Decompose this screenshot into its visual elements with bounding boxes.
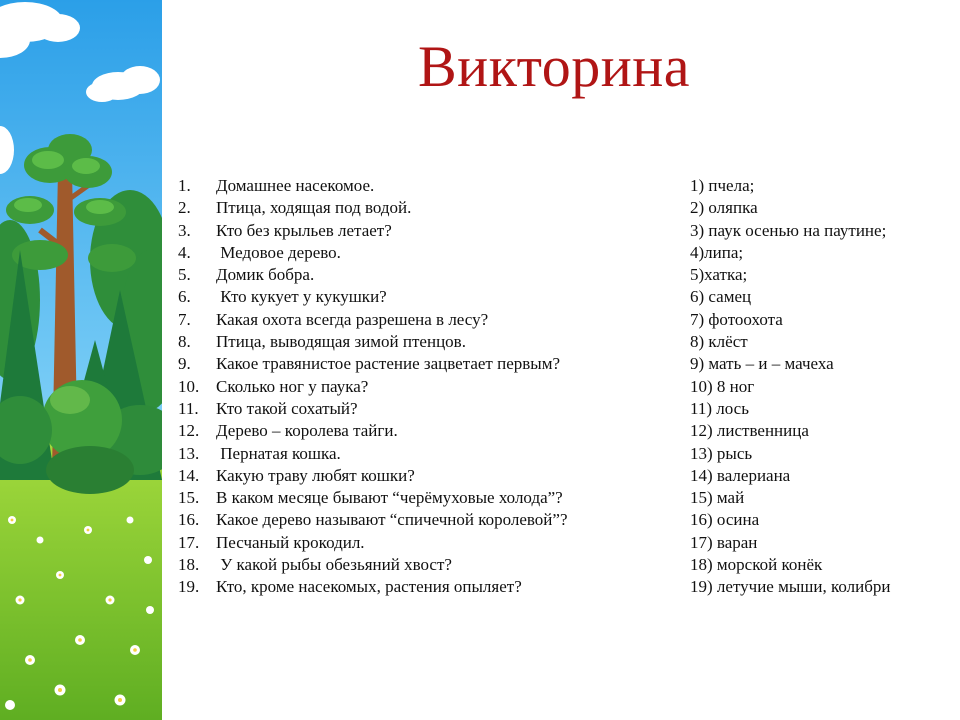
question-number: 13. <box>178 443 200 463</box>
page-title: Викторина <box>418 34 691 99</box>
answer-item: 7) фотоохота <box>690 309 783 329</box>
answer-item: 9) мать – и – мачеха <box>690 354 834 374</box>
question-item <box>178 398 568 420</box>
question-text: Сколько ног у паука? <box>216 376 369 396</box>
answer-item: 16) осина <box>690 510 760 530</box>
question-text: Какую траву любят кошки? <box>216 465 415 485</box>
question-item <box>178 576 568 598</box>
question-number: 5. <box>178 265 191 285</box>
question-item <box>178 264 568 286</box>
question-number: 3. <box>178 220 191 240</box>
question-item <box>178 420 568 442</box>
question-text: Птица, ходящая под водой. <box>216 198 412 218</box>
question-text: Пернатая кошка. <box>216 443 341 463</box>
question-text: Птица, выводящая зимой птенцов. <box>216 332 466 352</box>
answer-item: 6) самец <box>690 287 752 307</box>
question-text: Какая охота всегда разрешена в лесу? <box>216 309 489 329</box>
answer-item: 2) оляпка <box>690 198 758 218</box>
question-item <box>178 532 568 554</box>
answer-item: 14) валериана <box>690 465 791 485</box>
answer-item: 17) варан <box>690 532 758 552</box>
answer-item: 18) морской конёк <box>690 555 823 575</box>
question-number: 4. <box>178 242 191 262</box>
questions-list <box>178 175 568 599</box>
question-item <box>178 554 568 576</box>
forest-scene-svg <box>0 0 162 720</box>
question-item <box>178 242 568 264</box>
question-number: 17. <box>178 532 200 552</box>
answer-item: 19) летучие мыши, колибри <box>690 577 891 597</box>
answer-item: 12) лиственница <box>690 421 809 441</box>
question-text: Какое травянистое растение зацветает первым? <box>216 354 561 374</box>
forest-illustration <box>0 0 162 720</box>
question-text: Медовое дерево. <box>216 242 341 262</box>
question-number: 6. <box>178 287 191 307</box>
question-item <box>178 465 568 487</box>
question-item <box>178 309 568 331</box>
question-item <box>178 376 568 398</box>
question-text: У какой рыбы обезьяний хвост? <box>216 555 452 575</box>
answer-item: 11) лось <box>690 398 749 418</box>
question-number: 18. <box>178 555 200 575</box>
question-text: Кто кукует у кукушки? <box>216 287 387 307</box>
question-number: 11. <box>178 398 199 418</box>
question-item <box>178 353 568 375</box>
question-text: Домик бобра. <box>216 265 315 285</box>
question-text: Дерево – королева тайги. <box>216 421 398 441</box>
question-item <box>178 197 568 219</box>
question-text: Домашнее насекомое. <box>216 176 375 195</box>
question-item <box>178 331 568 353</box>
question-number: 7. <box>178 309 191 329</box>
answer-item: 15) май <box>690 488 745 508</box>
question-item <box>178 443 568 465</box>
question-number: 19. <box>178 577 200 597</box>
question-text: Кто без крыльев летает? <box>216 220 392 240</box>
question-item <box>178 509 568 531</box>
answers-list <box>690 175 890 599</box>
question-number: 2. <box>178 198 191 218</box>
answer-item: 10) 8 ног <box>690 376 755 396</box>
answer-item: 5)хатка; <box>690 265 748 285</box>
question-number: 8. <box>178 332 191 352</box>
question-text: Песчаный крокодил. <box>216 532 365 552</box>
question-number: 15. <box>178 488 200 508</box>
question-item <box>178 487 568 509</box>
question-item <box>178 175 568 197</box>
question-text: Кто, кроме насекомых, растения опыляет? <box>216 577 522 597</box>
question-text: Кто такой сохатый? <box>216 398 358 418</box>
question-number: 1. <box>178 176 191 195</box>
answer-item: 13) рысь <box>690 443 753 463</box>
question-number: 12. <box>178 421 200 441</box>
question-item <box>178 220 568 242</box>
answer-item: 8) клёст <box>690 332 748 352</box>
answer-item: 1) пчела; <box>690 176 755 195</box>
answer-item: 4)липа; <box>690 242 744 262</box>
question-text: В каком месяце бывают “черёмуховые холода”? <box>216 488 563 508</box>
question-number: 16. <box>178 510 200 530</box>
question-number: 14. <box>178 465 200 485</box>
answer-item: 3) паук осенью на паутине; <box>690 220 887 240</box>
question-text: Какое дерево называют “спичечной королевой”? <box>216 510 568 530</box>
question-number: 9. <box>178 354 191 374</box>
question-number: 10. <box>178 376 200 396</box>
question-item <box>178 286 568 308</box>
